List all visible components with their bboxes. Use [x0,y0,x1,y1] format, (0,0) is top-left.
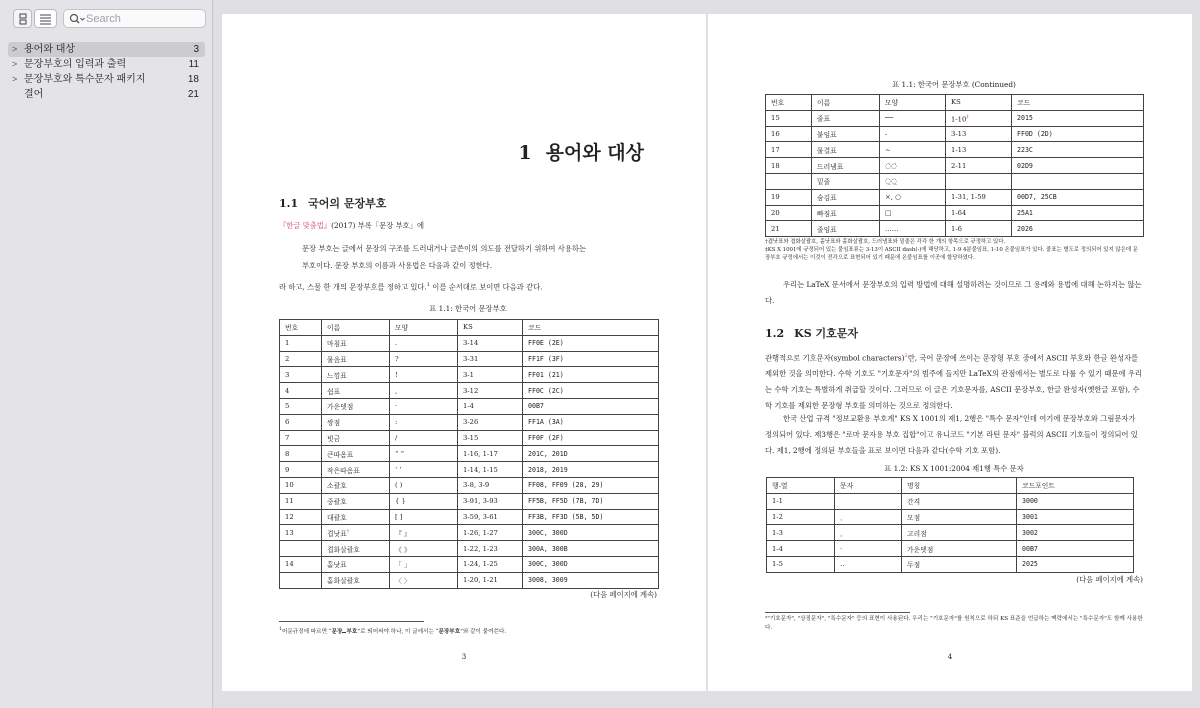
table-note-2: ‡KS X 1001에 규정되어 있는 붙임표류는 3-13이 ASCII dash(-)에 해당하고, 1-9 4분붙임표, 1-10 온붙임표가 있다. 줄표는 별도로 정의되어 있지 않은데 문장부호 규정에서는 이것이 전각으로 표현되어 있기 때문에 온붙임표를 이곳에 할당하였다. [765,247,1138,261]
toc-item-label: 문장부호와 특수문자 패키지 [24,74,146,85]
cell-ks: 3-59, 3-61 [458,509,523,525]
cell-code: 201C, 201D [523,446,659,462]
punctuation-table [279,319,659,589]
footnote: ²"기호문자", "상징문자", "특수문자" 등의 표현이 사용된다. 우리는 "기호문자"를 원칙으로 하되 KS 표준을 언급하는 맥락에서는 "특수문자"도 함께 사용한다. [765,616,1143,631]
column-header: 이름 [322,320,390,336]
footnote-ref[interactable]: 1 [426,282,430,288]
table-row [280,430,659,446]
cell-row-col: 1-4 [767,541,835,557]
column-header: 모양 [390,320,458,336]
table-row [767,493,1134,509]
cell-name: 겹화살괄호 [322,541,390,557]
citation-link[interactable]: 『한글 맞춤법』 [279,221,332,230]
cell-row-col: 1-2 [767,509,835,525]
cell-code: 300C, 300D [523,556,659,572]
cell-name: 두점 [902,556,1017,572]
cell-code: FF5B, FF5D (7B, 7D) [523,493,659,509]
cell-name: 드러냄표 [812,158,880,174]
cell-code: FF0E (2E) [523,335,659,351]
cell-glyph: . [390,335,458,351]
cell-ks: 1-22, 1-23 [458,541,523,557]
cell-code: FF1A (3A) [523,414,659,430]
cell-ks: 1-26, 1-27 [458,525,523,541]
cell-code: 300A, 300B [523,541,659,557]
toc-item-label: 문장부호의 입력과 출력 [24,59,127,70]
punctuation-table-continued [765,94,1144,237]
document-viewer[interactable] [214,0,1200,708]
cell-glyph: “ ” [390,446,458,462]
cell-ks: 3-8, 3-9 [458,477,523,493]
cell-code: FF3B, FF3D (5B, 5D) [523,509,659,525]
cell-codepoint: 3000 [1017,493,1134,509]
quote-line-1: 문장 부호는 글에서 문장의 구조를 드러내거나 글쓴이의 의도를 전달하기 위하여 사용하는 [302,244,586,253]
cell-number: 1 [280,335,322,351]
table-row [280,525,659,541]
cell-number: 19 [766,189,812,205]
cell-glyph: ? [390,351,458,367]
thumbnails-view-button[interactable] [13,9,32,28]
cell-code: FF0C (2C) [523,383,659,399]
cell-glyph: [ ] [390,509,458,525]
cell-name: 작은따옴표 [322,462,390,478]
table-caption: 표 1.2: KS X 1001:2004 제1행 특수 문자 [884,464,1024,473]
cell-code: 2015 [1012,110,1144,126]
table-row [280,351,659,367]
cell-name: 간격 [902,493,1017,509]
table-row [767,541,1134,557]
column-header: 코드 [1012,95,1144,111]
table-note-1: †겹낫표와 겹화살괄호, 홑낫표와 홑화살괄호, 드러냄표와 밑줄은 각각 한 개의 항목으로 규정하고 있다. [765,239,1006,245]
continued-note: (다음 페이지에 계속) [590,590,657,599]
cell-number: 11 [280,493,322,509]
table-row [280,383,659,399]
column-header: 코드포인트 [1017,478,1134,494]
cell-glyph: ! [390,367,458,383]
cell-char: · [835,541,902,557]
body-paragraph: 우리는 LaTeX 문서에서 문장부호의 입력 방법에 대해 설명하려는 것이므로 그 용례와 용법에 대해 논하지는 않는다. [765,280,1142,305]
footnote-rule [765,612,910,613]
cell-codepoint: 2025 [1017,556,1134,572]
cell-code: FF0D (2D) [1012,126,1144,142]
cell-codepoint: 3001 [1017,509,1134,525]
cell-number: 6 [280,414,322,430]
cell-name: 빗금 [322,430,390,446]
cell-code: FF0F (2F) [523,430,659,446]
cell-glyph: - [880,126,946,142]
table-row [766,142,1144,158]
cell-ks: 1-6 [946,221,1012,237]
cell-number: 21 [766,221,812,237]
cell-name: 대괄호 [322,509,390,525]
cell-number: 7 [280,430,322,446]
cell-name: 홑낫표 [322,556,390,572]
toc-item-page: 18 [187,74,199,85]
cell-ks: 1-20, 1-21 [458,572,523,588]
cell-glyph: ◌̲◌̲ [880,173,946,189]
cell-name: 물음표 [322,351,390,367]
cell-glyph: 『 』 [390,525,458,541]
cell-number: 9 [280,462,322,478]
section-heading [279,195,657,211]
pdf-page-4 [708,14,1192,691]
column-header: 명칭 [902,478,1017,494]
cell-char: ‥ [835,556,902,572]
footnote-number: 1 [279,627,282,632]
toc-item-page: 3 [193,44,199,55]
cell-name: 가운뎃점 [902,541,1017,557]
table-row [766,126,1144,142]
section-heading [765,325,1143,341]
cell-name: 소괄호 [322,477,390,493]
cell-name: 쉼표 [322,383,390,399]
cell-number: 15 [766,110,812,126]
cell-ks: 3-14 [458,335,523,351]
cell-number [280,572,322,588]
cell-number: 20 [766,205,812,221]
cell-glyph: □ [880,205,946,221]
cell-ks: 1-16, 1-17 [458,446,523,462]
footnote-text: 어문규정에 따르면 “ [281,628,332,635]
cell-number [280,541,322,557]
cell-ks: 3-31 [458,351,523,367]
cell-number [766,173,812,189]
column-header: 번호 [280,320,322,336]
footnote-bold: 문장 [331,628,343,635]
cell-glyph: ×, ○ [880,189,946,205]
table-row [280,367,659,383]
body-paragraph [765,348,1143,414]
cell-ks: 1-64 [946,205,1012,221]
cell-ks: 2-11 [946,158,1012,174]
cell-number: 12 [280,509,322,525]
intro-text: (2017) 부록「문장 부호」에 [331,221,425,230]
cell-row-col: 1-5 [767,556,835,572]
cell-glyph: { } [390,493,458,509]
cell-name: 빠짐표 [812,205,880,221]
cell-ks [946,173,1012,189]
cell-code: 300C, 300D [523,525,659,541]
footnote-bold: 문장부호 [438,628,461,635]
footnote-text: ”와 같이 붙여쓴다. [460,628,507,635]
column-header: 번호 [766,95,812,111]
column-header: 문자 [835,478,902,494]
cell-code: 3008, 3009 [523,572,659,588]
cell-glyph: · [390,398,458,414]
quote-line-2: 부호이다. 문장 부호의 이름과 사용법은 다음과 같이 정한다. [302,261,493,270]
table-row [280,477,659,493]
cell-code [1012,173,1144,189]
sidebar [0,0,213,708]
cell-ks: 3-13 [946,126,1012,142]
cell-name: 중괄호 [322,493,390,509]
table-row [767,509,1134,525]
table-caption: 표 1.1: 한국어 문장부호 (Continued) [892,80,1016,89]
cell-ks: 1-10‡ [946,110,1012,126]
cell-name: 마침표 [322,335,390,351]
dagger-mark: † [346,528,350,535]
footnote [279,625,657,637]
cell-name: 가운뎃점 [322,398,390,414]
para-text: 라 하고, 스물 한 개의 문장부호를 정하고 있다. [279,282,427,292]
thumbnails-icon [18,13,28,25]
toc-item-chapter-2[interactable] [8,57,205,72]
cell-ks: 1-4 [458,398,523,414]
cell-number: 2 [280,351,322,367]
table-caption: 표 1.1: 한국어 문장부호 [429,304,507,313]
cell-ks: 3-15 [458,430,523,446]
cell-code: 00B7 [523,398,659,414]
cell-number: 5 [280,398,322,414]
cell-glyph: ◌̇◌̇ [880,158,946,174]
cell-ks: 1-31, 1-59 [946,189,1012,205]
table-row [280,541,659,557]
cell-name: 밑줄 [812,173,880,189]
cell-row-col: 1-3 [767,525,835,541]
cell-ks: 1-14, 1-15 [458,462,523,478]
column-header: 이름 [812,95,880,111]
cell-glyph: 〈 〉 [390,572,458,588]
table-row [766,158,1144,174]
toc-view-button[interactable] [34,9,57,28]
cell-ks: 3-91, 3-93 [458,493,523,509]
column-header: 행-열 [767,478,835,494]
cell-ks: 1-13 [946,142,1012,158]
body-paragraph [279,277,657,295]
cell-char: 。 [835,525,902,541]
cell-name: 겹낫표† [322,525,390,541]
cell-name: 줄임표 [812,221,880,237]
continued-note: (다음 페이지에 계속) [1076,575,1143,584]
cell-glyph: ‘ ’ [390,462,458,478]
cell-number: 10 [280,477,322,493]
cell-glyph: ── [880,110,946,126]
cell-glyph: : [390,414,458,430]
cell-char [835,493,902,509]
search-input[interactable] [86,11,201,26]
cell-name: 숨김표 [812,189,880,205]
chapter-title: 용어와 대상 [545,142,644,164]
cell-name: 모점 [902,509,1017,525]
cell-name: 줄표 [812,110,880,126]
cell-name: 물결표 [812,142,880,158]
toc-item-chapter-3[interactable] [8,72,205,87]
cell-code: 2018, 2019 [523,462,659,478]
search-field[interactable] [63,9,206,28]
pdf-page-3 [222,14,706,691]
toc-item-chapter-1[interactable] [8,42,205,57]
chapter-number: 1 [518,142,532,164]
cell-glyph: …… [880,221,946,237]
table-row [280,556,659,572]
body-paragraph: 한국 산업 규격 "정보교환용 부호계" KS X 1001의 제1, 2행은 "특수 문자"인데 여기에 문장부호와 그림문자가 정의되어 있다. 제3행은 "로마 문자용 부호 집합"이고 유니코드 "기본 라틴 문자" 블럭의 ASCII 기호들이 정의되어 있다. 제1, 2행에 정의된 부호들을 표로 보이면 다음과 같다(수학 기호 포함). [765,414,1138,455]
para-text: 이를 순서대로 보이면 다음과 같다. [429,282,543,292]
cell-char: 、 [835,509,902,525]
table-notes [765,236,1143,262]
cell-number: 14 [280,556,322,572]
table-row [766,205,1144,221]
ks-special-char-table [766,477,1134,573]
cell-number: 8 [280,446,322,462]
cell-code: FF01 (21) [523,367,659,383]
disclosure-chevron-icon[interactable]: > [12,74,18,84]
cell-number: 17 [766,142,812,158]
footnote-text: ”로 띄어써야 하나, 이 글에서는 “ [357,628,439,635]
cell-ks: 3-12 [458,383,523,399]
table-row [280,398,659,414]
table-row [280,414,659,430]
table-row [280,509,659,525]
column-header: KS [946,95,1012,111]
cell-row-col: 1-1 [767,493,835,509]
table-of-contents [8,42,205,102]
column-header: KS [458,320,523,336]
cell-name: 큰따옴표 [322,446,390,462]
cell-code: 00D7, 25CB [1012,189,1144,205]
disclosure-chevron-icon[interactable]: > [12,59,18,69]
chapter-heading [518,138,644,165]
footnote-rule [279,621,424,622]
cell-glyph: ( ) [390,477,458,493]
cell-code: FF08, FF09 (28, 29) [523,477,659,493]
table-row [767,525,1134,541]
cell-name: 고리점 [902,525,1017,541]
table-row [766,173,1144,189]
toc-item-page: 11 [188,59,199,70]
cell-number: 13 [280,525,322,541]
cell-ks: 3-26 [458,414,523,430]
cell-number: 3 [280,367,322,383]
footnote-bold: 부호 [346,628,358,635]
cell-glyph: , [390,383,458,399]
intro-line [279,218,657,234]
cell-name: 붙임표 [812,126,880,142]
table-row [280,493,659,509]
block-quote [302,240,657,274]
table-row [767,556,1134,572]
toc-item-label: 결어 [24,89,44,100]
section-number: 1.2 [765,327,785,340]
table-row [280,446,659,462]
cell-number: 18 [766,158,812,174]
cell-glyph: 「 」 [390,556,458,572]
double-dagger-mark: ‡ [966,113,969,120]
cell-glyph: 《 》 [390,541,458,557]
page-number: 3 [461,653,467,661]
cell-glyph: / [390,430,458,446]
cell-ks: 3-1 [458,367,523,383]
footnote-ref[interactable]: 2 [904,353,908,359]
page-number: 4 [947,653,953,661]
cell-code: 25A1 [1012,205,1144,221]
cell-number: 4 [280,383,322,399]
disclosure-chevron-icon[interactable]: > [12,44,18,54]
cell-code: 02D9 [1012,158,1144,174]
cell-codepoint: 00B7 [1017,541,1134,557]
table-row [766,110,1144,126]
column-header: 모양 [880,95,946,111]
toc-item-label: 용어와 대상 [24,44,76,55]
section-number: 1.1 [279,197,299,210]
table-row [280,335,659,351]
cell-code: 223C [1012,142,1144,158]
section-title: 국어의 문장부호 [308,197,387,210]
table-row [766,221,1144,237]
cell-ks: 1-24, 1-25 [458,556,523,572]
cell-glyph: ~ [880,142,946,158]
section-title: KS 기호문자 [794,327,858,340]
table-row [280,572,659,588]
cell-name: 쌍점 [322,414,390,430]
cell-codepoint: 3002 [1017,525,1134,541]
search-icon [69,13,85,25]
table-row [766,189,1144,205]
para-text: 관행적으로 기호문자(symbol characters) [765,353,905,363]
column-header: 코드 [523,320,659,336]
cell-name: 홑화살괄호 [322,572,390,588]
list-icon [39,13,52,25]
toc-item-chapter-4[interactable] [8,87,205,102]
cell-number: 16 [766,126,812,142]
cell-name: 느낌표 [322,367,390,383]
table-row [280,462,659,478]
toc-item-page: 21 [187,89,199,100]
cell-code: FF1F (3F) [523,351,659,367]
cell-code: 2026 [1012,221,1144,237]
para-text: 란, 국어 문장에 쓰이는 문장형 부호 중에서 ASCII 부호와 한글 완성자를 제외한 것을 의미한다. 수학 기호도 "기호문자"의 범주에 들지만 LaTeX의 관점에서는 별도로 다룰 수 있기 때문에 우리는 수학 기호는 특별하게 취급할 것이다. 그러므로 이 글은 기호문자를, ASCII 문장부호, 한글 완성자(옛한글 포함), 수학 기호를 제외한 문장형 부호를 의미하는 것으로 정의한다. [765,353,1142,411]
